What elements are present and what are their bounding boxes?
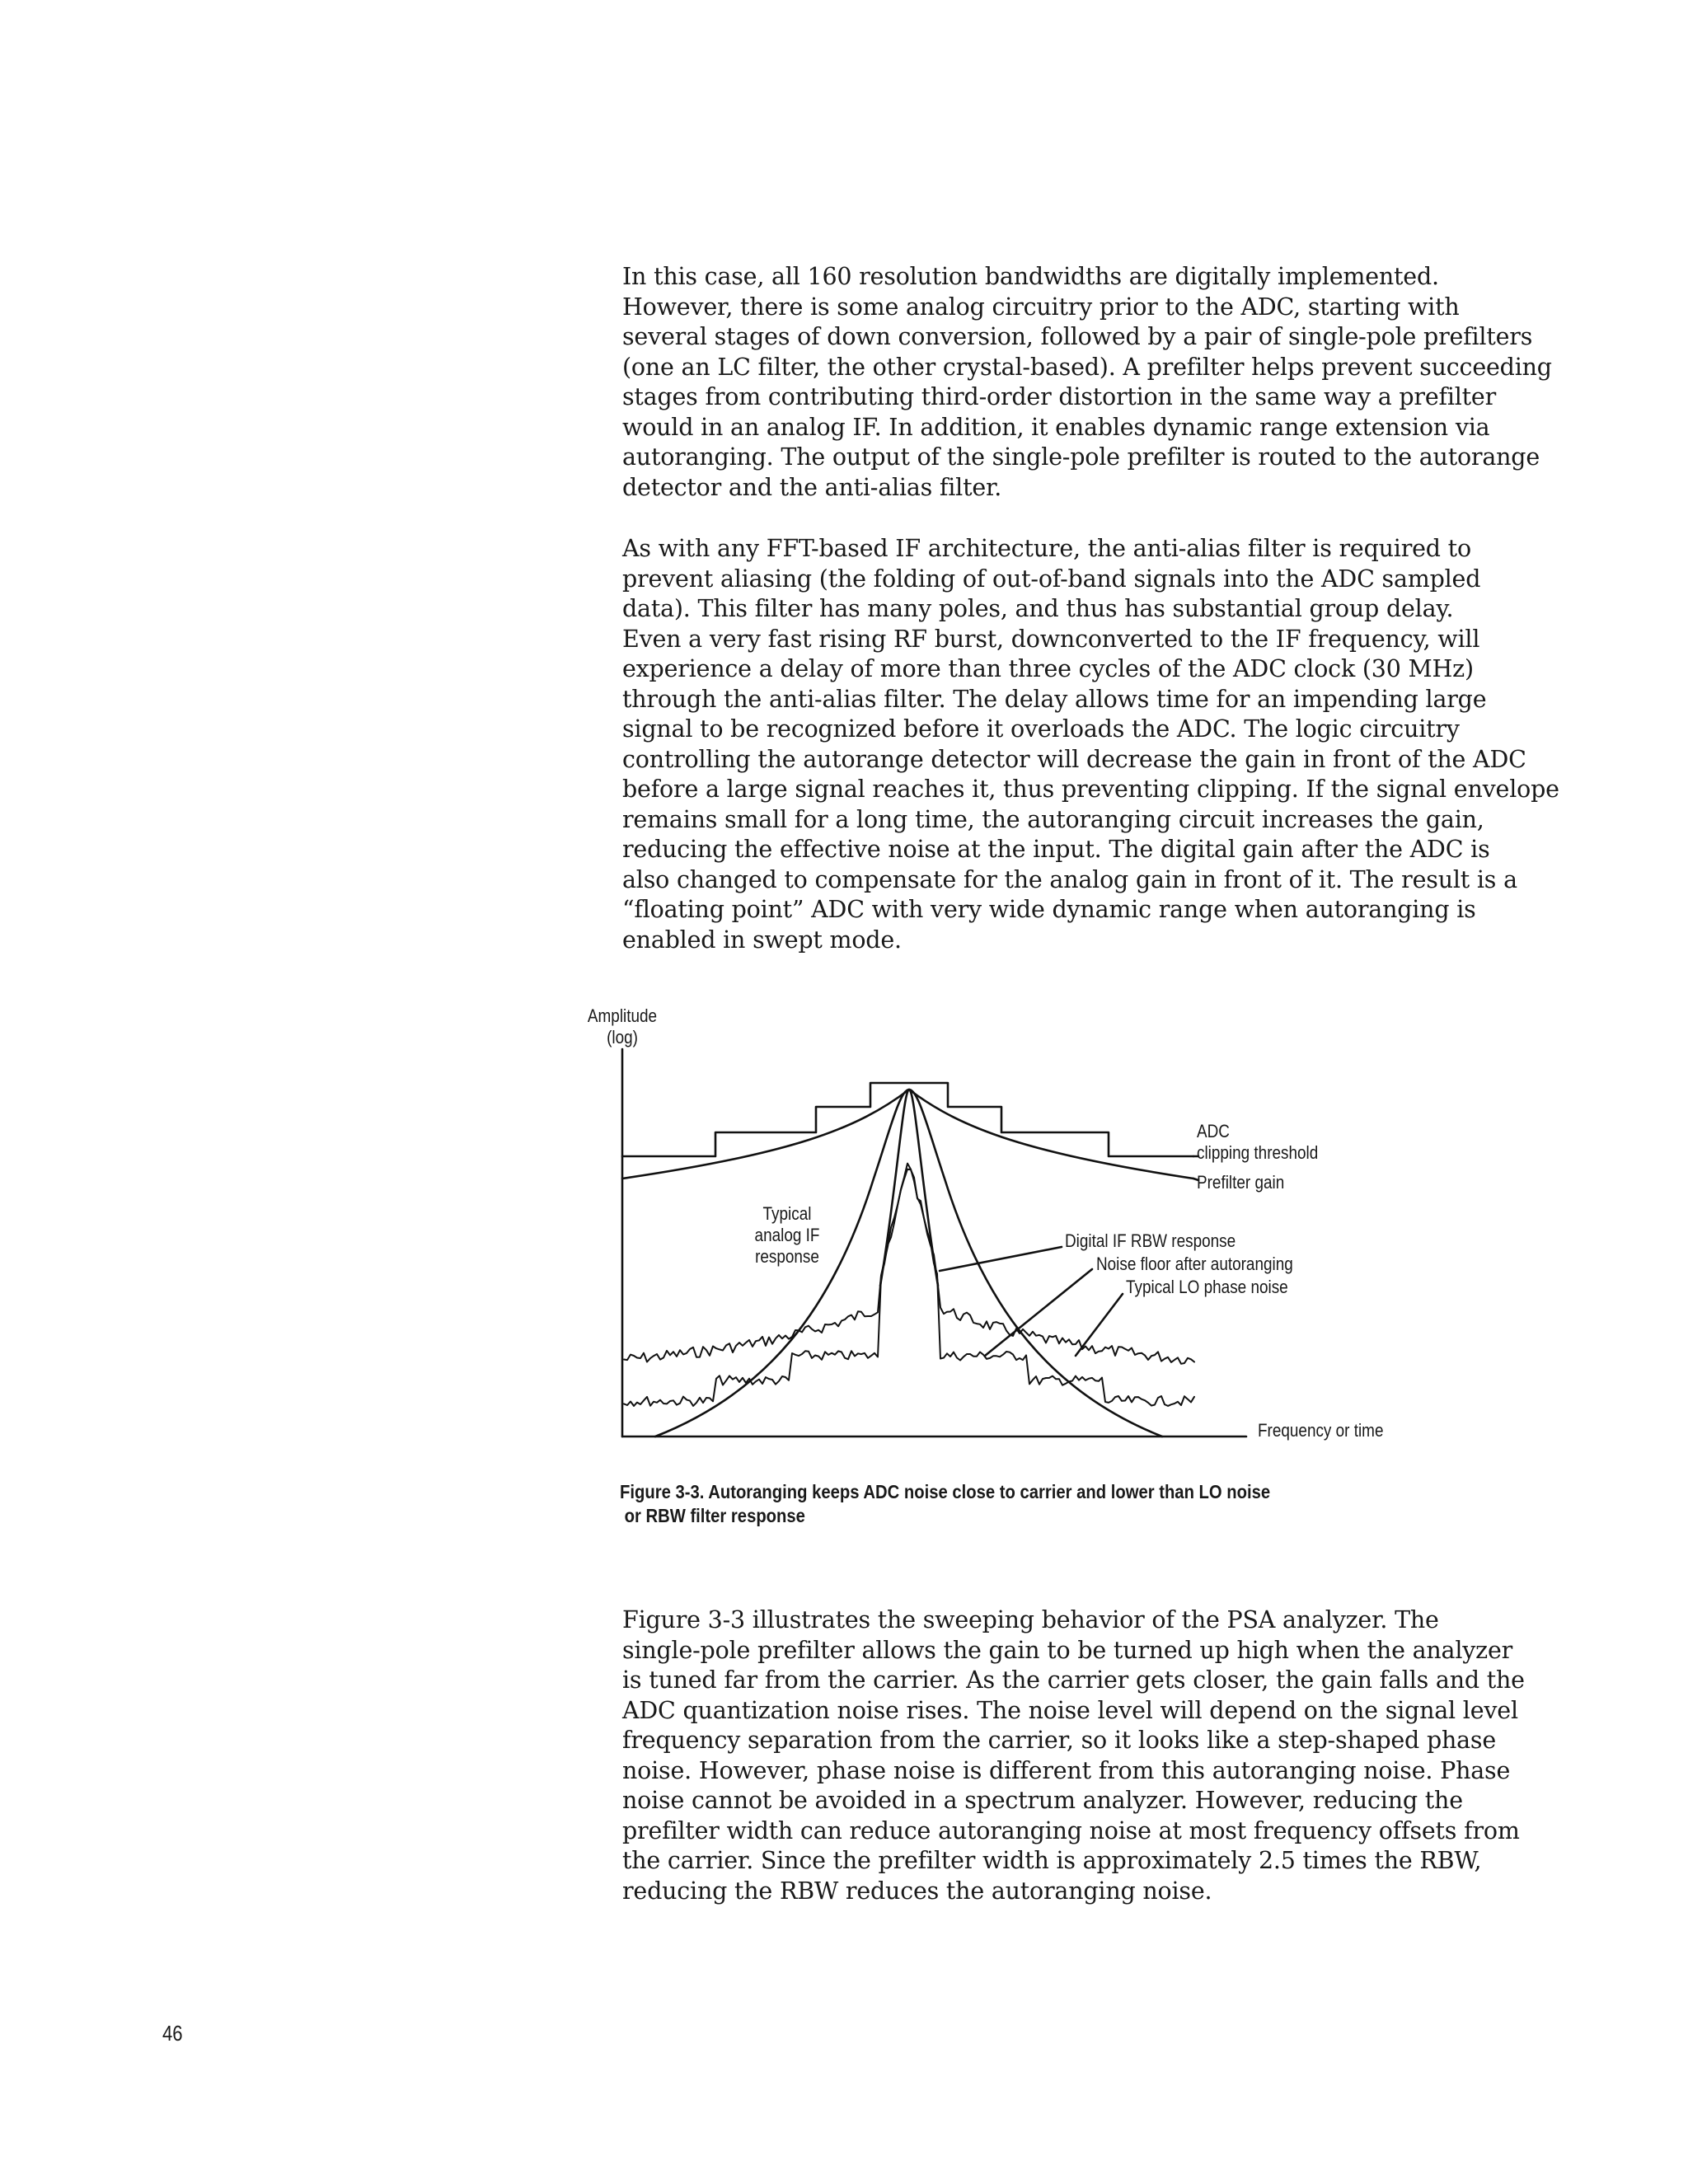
text-line: before a large signal reaches it, thus preventing clipping. If the signal envelope (622, 776, 1559, 803)
label-analog-if-line3: response (755, 1246, 819, 1267)
y-axis-label (584, 1005, 662, 1048)
text-line: “floating point” ADC with very wide dynamic range when autoranging is (622, 896, 1476, 923)
text-line: detector and the anti-alias filter. (622, 473, 1002, 501)
text-line: through the anti-alias filter. The delay allows time for an impending large (622, 685, 1487, 713)
text-line: is tuned far from the carrier. As the carrier gets closer, the gain falls and the (622, 1666, 1525, 1694)
label-lo-phase-noise: Typical LO phase noise (1126, 1277, 1288, 1297)
text-line: ADC quantization noise rises. The noise level will depend on the signal level (622, 1696, 1518, 1724)
text-line: would in an analog IF. In addition, it enables dynamic range extension via (622, 413, 1490, 441)
text-line: single-pole prefilter allows the gain to be turned up high when the analyzer (622, 1636, 1513, 1664)
text-line: several stages of down conversion, followed by a pair of single-pole prefilters (622, 323, 1533, 350)
caption-line2: or RBW filter response (620, 1505, 805, 1526)
text-line: noise cannot be avoided in a spectrum analyzer. However, reducing the (622, 1787, 1463, 1814)
label-prefilter-gain: Prefilter gain (1197, 1172, 1285, 1193)
text-line: frequency separation from the carrier, so it looks like a step-shaped phase (622, 1727, 1497, 1754)
label-adc-clipping-threshold (1197, 1121, 1318, 1164)
figure-caption (620, 1480, 1345, 1528)
text-line: In this case, all 160 resolution bandwidths are digitally implemented. (622, 263, 1439, 290)
text-line: Even a very fast rising RF burst, downconverted to the IF frequency, will (622, 625, 1480, 653)
text-line: controlling the autorange detector will decrease the gain in front of the ADC (622, 745, 1526, 773)
text-line: reducing the effective noise at the input. The digital gain after the ADC is (622, 836, 1490, 863)
y-axis-label-line2: (log) (607, 1027, 638, 1047)
label-digital-if-rbw: Digital IF RBW response (1065, 1230, 1236, 1251)
adc-clipping-threshold-line (622, 1083, 1193, 1156)
paragraph-sweeping-behavior (622, 1605, 1578, 1906)
text-line: As with any FFT-based IF architecture, the anti-alias filter is required to (622, 535, 1471, 562)
text-line: enabled in swept mode. (622, 926, 902, 954)
label-analog-if-response (734, 1203, 841, 1268)
label-analog-if-line2: analog IF (754, 1225, 820, 1245)
text-line: experience a delay of more than three cycles of the ADC clock (30 MHz) (622, 655, 1474, 682)
autorange-noise-trace (624, 1164, 1194, 1406)
text-line: data). This filter has many poles, and thus has substantial group delay. (622, 595, 1454, 622)
analog-if-response-curve (655, 1090, 1162, 1436)
text-line: noise. However, phase noise is different from this autoranging noise. Phase (622, 1756, 1511, 1784)
leader-lo-noise (1076, 1294, 1123, 1356)
label-adc-line2: clipping threshold (1197, 1142, 1319, 1163)
text-line: remains small for a long time, the autoranging circuit increases the gain, (622, 805, 1484, 833)
text-line: Figure 3-3 illustrates the sweeping behavior of the PSA analyzer. The (622, 1606, 1439, 1633)
page-number: 46 (162, 2021, 183, 2046)
text-line: autoranging. The output of the single-pole prefilter is routed to the autorange (622, 443, 1540, 471)
caption-line1: Figure 3-3. Autoranging keeps ADC noise close to carrier and lower than LO noise (620, 1481, 1271, 1502)
text-line: signal to be recognized before it overloads the ADC. The logic circuitry (622, 715, 1460, 743)
text-line: prefilter width can reduce autoranging noise at most frequency offsets from (622, 1816, 1520, 1844)
label-analog-if-line1: Typical (762, 1203, 812, 1224)
text-line: reducing the RBW reduces the autoranging noise. (622, 1877, 1212, 1905)
leader-digital-if (940, 1247, 1062, 1271)
text-line: stages from contributing third-order distortion in the same way a prefilter (622, 383, 1497, 410)
y-axis-label-line1: Amplitude (587, 1005, 658, 1026)
text-line: the carrier. Since the prefilter width is approximately 2.5 times the RBW, (622, 1847, 1482, 1874)
text-line: (one an LC filter, the other crystal-based). A prefilter helps prevent succeeding (622, 353, 1552, 381)
label-adc-line1: ADC (1197, 1121, 1230, 1141)
x-axis-label: Frequency or time (1258, 1420, 1384, 1441)
text-line: However, there is some analog circuitry prior to the ADC, starting with (622, 293, 1460, 321)
digital-if-rbw-curve (880, 1090, 938, 1286)
text-line: prevent aliasing (the folding of out-of-band signals into the ADC sampled (622, 565, 1481, 593)
text-line: also changed to compensate for the analog gain in front of it. The result is a (622, 865, 1517, 893)
label-noise-floor: Noise floor after autoranging (1096, 1254, 1293, 1274)
